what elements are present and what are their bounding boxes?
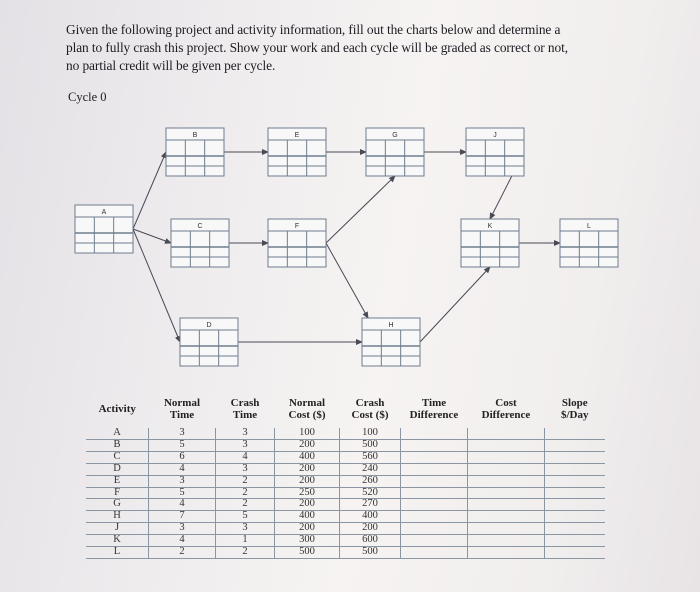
table-cell: 2 [216, 475, 275, 487]
blank-answer-cell[interactable] [545, 499, 606, 511]
blank-answer-cell[interactable] [545, 547, 606, 559]
node-label: K [487, 223, 493, 230]
dependency-arrow-a-c [133, 229, 171, 243]
blank-answer-cell[interactable] [468, 463, 545, 475]
table-cell: 3 [216, 428, 275, 439]
blank-answer-cell[interactable] [401, 523, 468, 535]
column-header: Activity [98, 403, 136, 415]
blank-answer-cell[interactable] [545, 475, 606, 487]
blank-answer-cell[interactable] [468, 487, 545, 499]
blank-answer-cell[interactable] [545, 487, 606, 499]
dependency-arrow-a-b [133, 152, 166, 229]
node-label: E [294, 132, 300, 139]
table-cell: G [86, 499, 149, 511]
table-cell: 260 [340, 475, 401, 487]
table-cell: 560 [340, 451, 401, 463]
prompt-line-1: Given the following project and activity information, fill out the charts below and determine a [66, 22, 561, 37]
blank-answer-cell[interactable] [545, 535, 606, 547]
activity-node-g [366, 128, 424, 176]
table-cell: 2 [216, 547, 275, 559]
table-cell: 5 [216, 511, 275, 523]
table-cell: F [86, 487, 149, 499]
blank-answer-cell[interactable] [545, 523, 606, 535]
table-cell: 200 [275, 475, 340, 487]
activity-node-a [75, 205, 133, 253]
blank-answer-cell[interactable] [468, 439, 545, 451]
activity-table [86, 390, 605, 559]
table-cell: 2 [216, 487, 275, 499]
column-header: Normal Cost ($) [288, 397, 326, 421]
blank-answer-cell[interactable] [401, 451, 468, 463]
table-row [86, 511, 605, 523]
table-row [86, 463, 605, 475]
table-cell: K [86, 535, 149, 547]
column-header: Crash Time [230, 397, 260, 421]
table-cell: 2 [149, 547, 216, 559]
blank-answer-cell[interactable] [401, 475, 468, 487]
table-cell: H [86, 511, 149, 523]
blank-answer-cell[interactable] [468, 511, 545, 523]
blank-answer-cell[interactable] [401, 428, 468, 439]
table-cell: 3 [149, 523, 216, 535]
blank-answer-cell[interactable] [468, 451, 545, 463]
activity-table-wrapper [86, 390, 606, 559]
column-header: Slope $/Day [561, 397, 589, 421]
table-cell: 200 [340, 523, 401, 535]
table-cell: 3 [216, 439, 275, 451]
table-cell: 400 [275, 511, 340, 523]
table-cell: 500 [340, 439, 401, 451]
blank-answer-cell[interactable] [401, 547, 468, 559]
activity-node-l [560, 219, 618, 267]
table-cell: J [86, 523, 149, 535]
table-cell: 500 [275, 547, 340, 559]
table-cell: 400 [340, 511, 401, 523]
activity-node-b [166, 128, 224, 176]
blank-answer-cell[interactable] [401, 535, 468, 547]
blank-answer-cell[interactable] [468, 428, 545, 439]
blank-answer-cell[interactable] [401, 487, 468, 499]
activity-node-d [180, 318, 238, 366]
table-row [86, 523, 605, 535]
table-cell: 200 [275, 523, 340, 535]
table-cell: 4 [149, 535, 216, 547]
blank-answer-cell[interactable] [468, 523, 545, 535]
node-label: B [192, 132, 198, 139]
table-cell: 500 [340, 547, 401, 559]
table-cell: E [86, 475, 149, 487]
table-row [86, 428, 605, 439]
node-label: F [294, 223, 300, 230]
table-cell: 100 [340, 428, 401, 439]
table-row [86, 535, 605, 547]
cycle-label: Cycle 0 [68, 90, 107, 104]
table-cell: 4 [216, 451, 275, 463]
blank-answer-cell[interactable] [545, 439, 606, 451]
blank-answer-cell[interactable] [545, 511, 606, 523]
blank-answer-cell[interactable] [468, 547, 545, 559]
table-cell: 200 [275, 439, 340, 451]
table-cell: D [86, 463, 149, 475]
prompt-line-2: plan to fully crash this project. Show your work and each cycle will be graded as correct or not, [66, 40, 568, 55]
table-cell: 1 [216, 535, 275, 547]
node-label: D [206, 322, 212, 329]
table-cell: 3 [149, 475, 216, 487]
node-label: J [493, 132, 497, 139]
table-cell: 200 [275, 463, 340, 475]
column-header: Normal Time [163, 397, 201, 421]
blank-answer-cell[interactable] [401, 511, 468, 523]
table-cell: 2 [216, 499, 275, 511]
activity-node-c [171, 219, 229, 267]
table-cell: 4 [149, 499, 216, 511]
table-cell: 3 [216, 523, 275, 535]
node-label: H [388, 322, 394, 329]
activity-node-k [461, 219, 519, 267]
table-cell: 6 [149, 451, 216, 463]
table-cell: B [86, 439, 149, 451]
column-header: Time Difference [409, 397, 459, 421]
table-cell: L [86, 547, 149, 559]
node-label: A [101, 209, 107, 216]
column-header: Cost Difference [481, 397, 531, 421]
table-cell: 250 [275, 487, 340, 499]
table-cell: 240 [340, 463, 401, 475]
blank-answer-cell[interactable] [401, 499, 468, 511]
table-cell: 100 [275, 428, 340, 439]
blank-answer-cell[interactable] [468, 535, 545, 547]
dependency-arrow-f-g [326, 176, 395, 243]
table-cell: 3 [149, 428, 216, 439]
activity-node-e [268, 128, 326, 176]
table-cell: 3 [216, 463, 275, 475]
table-cell: 600 [340, 535, 401, 547]
table-cell: 520 [340, 487, 401, 499]
blank-answer-cell[interactable] [545, 428, 606, 439]
table-cell: C [86, 451, 149, 463]
activity-node-j [466, 128, 524, 176]
node-label: L [587, 223, 591, 230]
dependency-arrow-f-h [326, 243, 368, 318]
activity-node-f [268, 219, 326, 267]
prompt-line-3: no partial credit will be given per cycle. [66, 58, 276, 73]
column-header: Crash Cost ($) [351, 397, 389, 421]
table-row [86, 487, 605, 499]
blank-answer-cell[interactable] [545, 463, 606, 475]
table-cell: 7 [149, 511, 216, 523]
blank-answer-cell[interactable] [468, 499, 545, 511]
activity-node-h [362, 318, 420, 366]
table-cell: 300 [275, 535, 340, 547]
table-cell: 5 [149, 439, 216, 451]
table-row [86, 451, 605, 463]
node-label: C [197, 223, 203, 230]
table-row [86, 547, 605, 559]
table-row [86, 475, 605, 487]
table-row [86, 499, 605, 511]
table-row [86, 439, 605, 451]
dependency-arrow-h-k [420, 267, 490, 342]
table-cell: 270 [340, 499, 401, 511]
blank-answer-cell[interactable] [468, 475, 545, 487]
node-label: G [392, 132, 398, 139]
blank-answer-cell[interactable] [545, 451, 606, 463]
table-cell: 400 [275, 451, 340, 463]
blank-answer-cell[interactable] [401, 439, 468, 451]
table-cell: 5 [149, 487, 216, 499]
table-cell: 200 [275, 499, 340, 511]
blank-answer-cell[interactable] [401, 463, 468, 475]
table-cell: A [86, 428, 149, 439]
table-cell: 4 [149, 463, 216, 475]
